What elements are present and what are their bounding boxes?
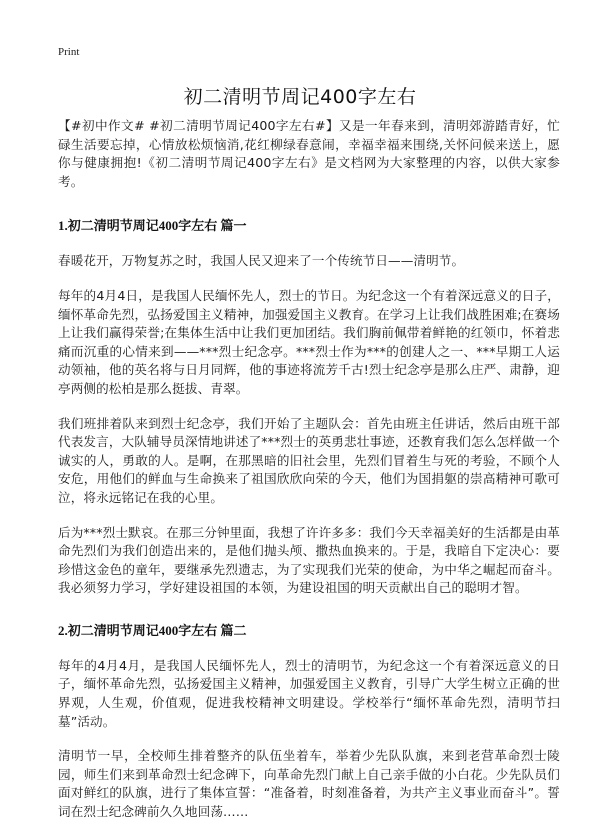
- document-title: 初二清明节周记400字左右: [183, 86, 417, 108]
- document-body: [58, 117, 560, 838]
- section-1-paragraph-1: 春暖花开，万物复苏之时，我国人民又迎来了一个传统节日——清明节。: [58, 253, 465, 269]
- section-1-paragraph-2: 每年的4月4日，是我国人民缅怀先人，烈士的节日。为纪念这一个有着深远意义的日子，缅怀革命先烈，弘扬爱国主义精神，加强爱国主义教育。在学习上让我们战胜困难;在赛场上让我们赢得荣誉;在集体生活中让我们更加团结。我们胸前佩带着鲜艳的红领巾，怀着悲痛而沉重的心情来到——***烈士纪念亭。***烈士作为***的创建人之一、***早期工人运动领袖，他的英名将与日月同辉，他的事迹将流芳千古!烈士纪念亭是那么庄严、肃静，迎亭两侧的松柏是那么挺拔、青翠。: [58, 287, 560, 396]
- section-2-paragraph-1: 每年的4月4月，是我国人民缅怀先人，烈士的清明节，为纪念这一个有着深远意义的日子，缅怀革命先烈，弘扬爱国主义精神，加强爱国主义教育，引导广大学生树立正确的世界观，人生观，价值观，促进我校精神文明建设。学校举行“缅怀革命先烈，清明节扫墓”活动。: [58, 657, 560, 729]
- section-1-paragraph-4: 后为***烈士默哀。在那三分钟里面，我想了许许多多：我们今天幸福美好的生活都是由革命先烈们为我们创造出来的，是他们抛头颅、撒热血换来的。于是，我暗自下定决心：要珍惜这金色的童年，要继承先烈遗志，为了实现我们光荣的使命，为中华之崛起而奋斗。我必须努力学习，学好建设祖国的本领，为建设祖国的明天贡献出自己的聪明才智。: [58, 524, 560, 596]
- section-2-paragraph-2: 清明节一早，全校师生排着整齐的队伍坐着车，举着少先队队旗，来到老营革命烈士陵园，师生们来到革命烈士纪念碑下，向革命先烈门献上自己亲手做的小白花。少先队员们面对鲜红的队旗，进行了集体宣誓：“准备着，时刻准备着，为共产主义事业而奋斗”。誓词在烈士纪念碑前久久地回荡……: [58, 748, 560, 820]
- section-1-heading: 1.初二清明节周记400字左右 篇一: [58, 218, 247, 234]
- print-link[interactable]: Print: [58, 46, 80, 58]
- intro-paragraph: 【#初中作文# #初二清明节周记400字左右#】又是一年春来到，清明郊游踏青好，忙碌生活要忘掉，心情放松烦恼消,花红柳绿春意闹，幸福幸福来围绕,关怀问候来送上，愿你与健康拥抱!《初二清明节周记400字左右》是文档网为大家整理的内容，以供大家参考。: [58, 118, 560, 189]
- section-2-heading: 2.初二清明节周记400字左右 篇二: [58, 622, 247, 638]
- section-1-paragraph-3: 我们班排着队来到烈士纪念亭，我们开始了主题队会：首先由班主任讲话，然后由班干部代表发言，大队辅导员深情地讲述了***烈士的英勇悲壮事迹，还教育我们怎么怎样做一个诚实的人，勇敢的人。是啊，在那黑暗的旧社会里，先烈们冒着生与死的考验，不顾个人安危，用他们的鲜血与生命换来了祖国欣欣向荣的今天，他们为国捐躯的崇高精神可歌可泣，将永远铭记在我的心里。: [58, 415, 560, 505]
